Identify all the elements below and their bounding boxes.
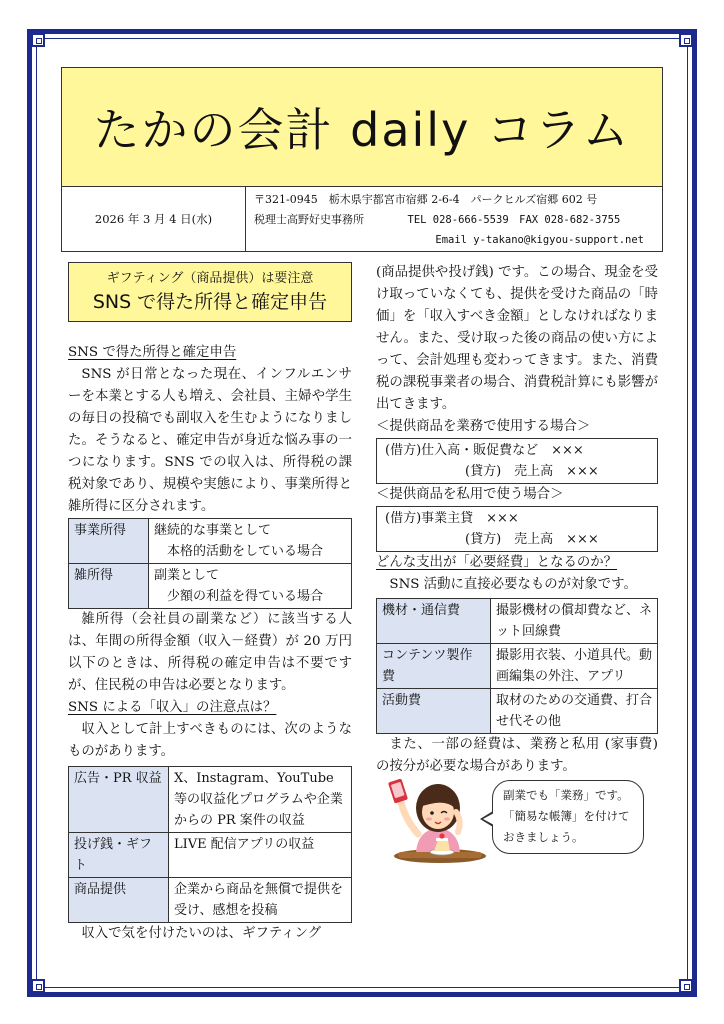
selfie-woman-illustration bbox=[378, 768, 488, 868]
table-row bbox=[69, 767, 352, 833]
table-row bbox=[377, 599, 658, 644]
article-title: SNS で得た所得と確定申告 bbox=[92, 291, 328, 313]
table-row bbox=[377, 644, 658, 689]
expenses-intro-paragraph: SNS 活動に直接必要なものが対象です。 bbox=[389, 577, 637, 592]
desc-line: 本格的活動をしている場合 bbox=[167, 544, 324, 559]
corner-ornament-top-right bbox=[679, 33, 693, 47]
private-use-journal bbox=[376, 506, 658, 552]
expense-label: 機材・通信費 bbox=[377, 599, 491, 644]
desc-line: 継続的な事業として bbox=[154, 523, 272, 538]
expense-table bbox=[376, 598, 658, 734]
journal-debit: (借方)事業主貸 ××× bbox=[385, 511, 519, 526]
income-type-desc bbox=[149, 564, 352, 609]
desc-line: 少額の利益を得ている場合 bbox=[167, 589, 324, 604]
issue-date: 2026 年 3 月 4 日(水) bbox=[62, 186, 246, 251]
bubble-line: 副業でも「業務」です。 bbox=[503, 788, 629, 802]
business-use-journal bbox=[376, 438, 658, 484]
right-column bbox=[376, 262, 658, 778]
journal-debit: (借方)仕入高・販促費など ××× bbox=[385, 443, 584, 458]
section-heading-expenses: どんな支出が「必要経費」となるのか？ bbox=[376, 555, 618, 570]
revenue-label: 投げ銭・ギフト bbox=[69, 833, 169, 878]
table-row bbox=[69, 833, 352, 878]
section-heading-revenue: SNS による「収入」の注意点は？ bbox=[68, 700, 277, 715]
article-subtitle: ギフティング（商品提供）は要注意 bbox=[106, 271, 314, 286]
corner-ornament-bottom-left bbox=[31, 979, 45, 993]
office-contact-line bbox=[254, 210, 654, 230]
income-type-table bbox=[68, 518, 352, 609]
expense-desc: 撮影用衣装、小道具代。動画編集の外注、アプリ bbox=[491, 644, 658, 689]
intro-paragraph: SNS が日常となった現在、インフルエンサーを本業とする人も増え、会社員、主婦や学生の毎日の投稿でも副収入を生むようになりました。そうなると、確定申告が身近な悩み事の一つになります。SNS での収入は、所得税の課税対象であり、規模や実態により、事業所得と雑所得に区分されます。 bbox=[68, 367, 352, 514]
revenue-table bbox=[68, 766, 352, 923]
revenue-desc: X、Instagram、YouTube 等の収益化プログラムや企業からの PR 案件の収益 bbox=[169, 767, 352, 833]
income-type-desc bbox=[149, 519, 352, 564]
private-use-heading: ＜提供商品を私用で使う場合＞ bbox=[376, 487, 564, 502]
corner-ornament-bottom-right bbox=[679, 979, 693, 993]
misc-income-paragraph: 雑所得（会社員の副業など）に該当する人は、年間の所得金額（収入－経費）が 20 万円以下のときは、所得税の確定申告は不要ですが、住民税の申告は必要となります。 bbox=[68, 612, 352, 693]
income-type-label: 事業所得 bbox=[69, 519, 149, 564]
bubble-line: おきましょう。 bbox=[503, 830, 584, 844]
journal-credit: (貸方) 売上高 ××× bbox=[465, 532, 599, 547]
office-email: Email y-takano@kigyou-support.net bbox=[435, 234, 644, 246]
revenue-desc: 企業から商品を無償で提供を受け、感想を投稿 bbox=[169, 878, 352, 923]
revenue-desc: LIVE 配信アプリの収益 bbox=[169, 833, 352, 878]
revenue-intro-paragraph: 収入として計上すべきものには、次のようなものがあります。 bbox=[68, 722, 352, 759]
article-badge bbox=[68, 262, 352, 322]
desc-line: 副業として bbox=[154, 568, 220, 583]
speech-bubble bbox=[492, 780, 644, 854]
bubble-line: 「簡易な帳簿」を付けて bbox=[503, 809, 630, 823]
table-row bbox=[69, 519, 352, 564]
table-row bbox=[69, 564, 352, 609]
revenue-label: 商品提供 bbox=[69, 878, 169, 923]
gifting-paragraph-start: 収入で気を付けたいのは、ギフティング bbox=[81, 926, 322, 941]
journal-credit: (貸方) 売上高 ××× bbox=[465, 464, 599, 479]
table-row bbox=[377, 689, 658, 734]
income-type-label: 雑所得 bbox=[69, 564, 149, 609]
masthead bbox=[61, 67, 663, 187]
business-use-heading: ＜提供商品を業務で使用する場合＞ bbox=[376, 419, 591, 434]
office-phone-fax: TEL 028-666-5539 FAX 028-682-3755 bbox=[407, 214, 621, 226]
left-column bbox=[68, 262, 352, 945]
table-row bbox=[69, 878, 352, 923]
masthead-info bbox=[61, 186, 663, 252]
expense-label: コンテンツ製作費 bbox=[377, 644, 491, 689]
office-info bbox=[246, 186, 662, 251]
gifting-paragraph-cont: (商品提供や投げ銭) です。この場合、現金を受け取っていなくても、提供を受けた商品の「時価」を「収入すべき金額」としなければなりません。また、受け取った後の商品の使い方によって、会計処理も変わってきます。また、消費税の課税事業者の場合、消費税計算にも影響が出てきます。 bbox=[376, 265, 659, 412]
apportion-paragraph: また、一部の経費は、業務と私用 (家事費) の按分が必要な場合があります。 bbox=[376, 737, 658, 774]
office-address: 〒321-0945 栃木県宇都宮市宿郷 2-6-4 パークヒルズ宿郷 602 号 bbox=[254, 193, 598, 206]
corner-ornament-top-left bbox=[31, 33, 45, 47]
office-name: 税理士高野好史事務所 bbox=[254, 213, 364, 226]
expense-label: 活動費 bbox=[377, 689, 491, 734]
page-title: たかの会計 daily コラム bbox=[93, 103, 631, 157]
revenue-label: 広告・PR 収益 bbox=[69, 767, 169, 833]
expense-desc: 取材のための交通費、打合せ代その他 bbox=[491, 689, 658, 734]
section-heading-income: SNS で得た所得と確定申告 bbox=[68, 345, 237, 360]
expense-desc: 撮影機材の償却費など、ネット回線費 bbox=[491, 599, 658, 644]
